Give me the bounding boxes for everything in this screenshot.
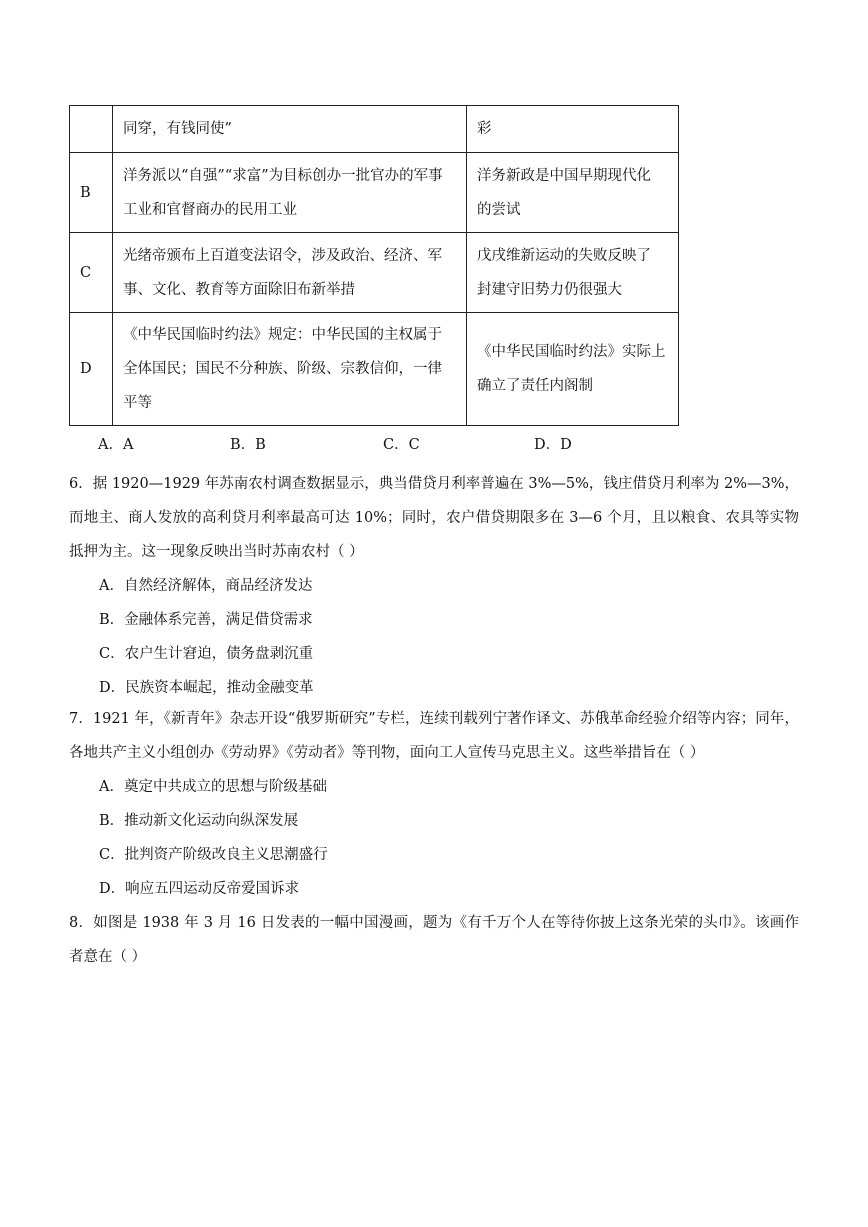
option-c[interactable]: C．C	[383, 437, 420, 453]
option-c[interactable]: C．批判资产阶级改良主义思潮盛行	[99, 847, 328, 863]
row-letter: D	[70, 313, 113, 426]
row-letter	[70, 106, 113, 153]
table-row	[70, 233, 679, 313]
row-content: 同穿，有钱同使”	[113, 106, 467, 153]
question-stem: 6．据 1920—1929 年苏南农村调查数据显示，典当借贷月利率普遍在 3%—5%，钱庄借贷月利率为 2%—3%，而地主、商人发放的高利贷月利率最高可达 10%；同时，农户借贷期限多在 3—6 个月，且以粮食、农具等实物抵押为主。这一现象反映出当时苏南农村（ ）	[69, 476, 799, 560]
question-stem: 8．如图是 1938 年 3 月 16 日发表的一幅中国漫画，题为《有千万个人在等待你披上这条光荣的头巾》。该画作者意在（ ）	[69, 915, 799, 965]
row-conclusion: 《中华民国临时约法》实际上 确立了责任内阁制	[467, 313, 679, 426]
row-letter: B	[70, 153, 113, 233]
question-6	[69, 467, 799, 705]
table-row	[70, 153, 679, 233]
option-b[interactable]: B．推动新文化运动向纵深发展	[99, 813, 299, 829]
option-a[interactable]: A．奠定中共成立的思想与阶级基础	[99, 779, 327, 795]
question-7	[69, 702, 799, 906]
question-stem: 7．1921 年，《新青年》杂志开设“俄罗斯研究”专栏，连续刊载列宁著作译文、苏俄革命经验介绍等内容；同年，各地共产主义小组创办《劳动界》《劳动者》等刊物，面向工人宣传马克思主义。这些举措旨在（ ）	[69, 711, 799, 761]
table-row	[70, 313, 679, 426]
table-row	[70, 106, 679, 153]
question-8	[69, 906, 799, 974]
option-a[interactable]: A．A	[98, 437, 134, 453]
row-letter: C	[70, 233, 113, 313]
row-content: 洋务派以“自强”“求富”为目标创办一批官办的军事 工业和官督商办的民用工业	[113, 153, 467, 233]
row-conclusion: 戊戌维新运动的失败反映了 封建守旧势力仍很强大	[467, 233, 679, 313]
row-conclusion: 彩	[467, 106, 679, 153]
option-b[interactable]: B．金融体系完善，满足借贷需求	[99, 612, 313, 628]
option-d[interactable]: D．响应五四运动反帝爱国诉求	[99, 881, 300, 897]
row-conclusion: 洋务新政是中国早期现代化 的尝试	[467, 153, 679, 233]
row-content: 《中华民国临时约法》规定：中华民国的主权属于 全体国民；国民不分种族、阶级、宗教信仰，一律 平等	[113, 313, 467, 426]
option-a[interactable]: A．自然经济解体，商品经济发达	[99, 578, 313, 594]
question-5-table	[69, 105, 679, 426]
row-content: 光绪帝颁布上百道变法诏令，涉及政治、经济、军 事、文化、教育等方面除旧布新举措	[113, 233, 467, 313]
option-d[interactable]: D．D	[534, 437, 572, 453]
option-c[interactable]: C．农户生计窘迫，债务盘剥沉重	[99, 646, 314, 662]
option-b[interactable]: B．B	[230, 437, 266, 453]
option-d[interactable]: D．民族资本崛起，推动金融变革	[99, 680, 314, 696]
